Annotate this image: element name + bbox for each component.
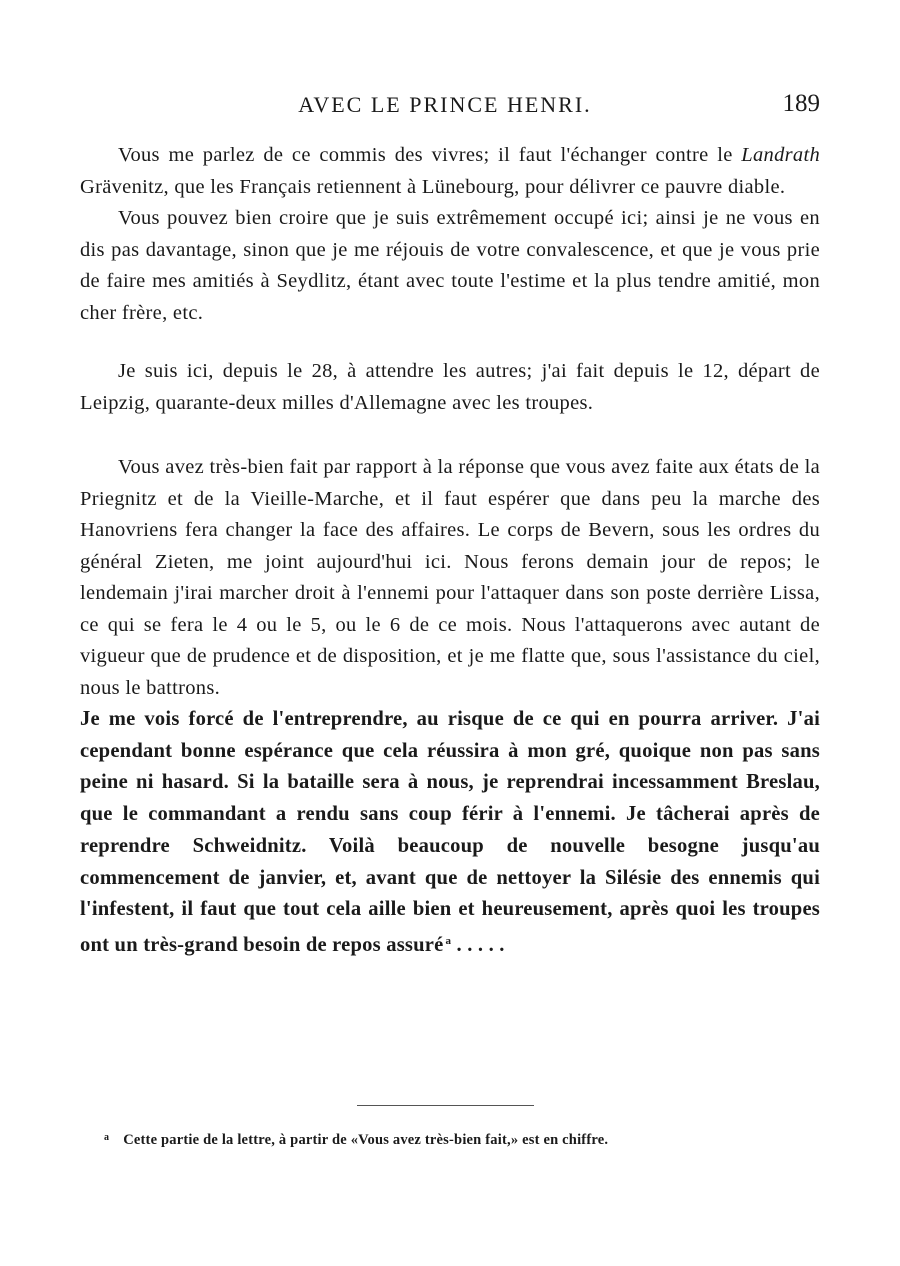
paragraph-5: [80, 704, 820, 962]
footnote-marker: a: [104, 1132, 110, 1143]
footnote-reference: a: [445, 934, 452, 947]
footnote: [104, 1132, 804, 1149]
footnote-text: Cette partie de la lettre, à partir de «Vous avez très-bien fait,» est en chiffre.: [123, 1132, 609, 1148]
paragraph-5-text: Je me vois forcé de l'entreprendre, au risque de ce qui en pourra arriver. J'ai cependant bonne espérance que cela réussira à mon gré, quoique non pas sans peine ni hasard. Si la bataille sera à nous, je reprendrai incessamment Breslau, que le commandant a rendu sans coup férir à l'ennemi. Je tâcherai après de reprendre Schweidnitz. Voilà beaucoup de nouvelle besogne jusqu'au commencement de janvier, et, avant que de nettoyer la Silésie des ennemis qui l'infestent, il faut que tout cela aille bien et heureusement, après quoi les troupes ont un très-grand besoin de repos assuré: [80, 708, 820, 956]
footnote-rule: [357, 1105, 534, 1106]
paragraph-1-italic: Landrath: [741, 144, 820, 166]
paragraph-1: [80, 140, 820, 203]
paragraph-2: Vous pouvez bien croire que je suis extrêmement occupé ici; ainsi je ne vous en dis pas davantage, sinon que je me réjouis de votre convalescence, et que je vous prie de faire mes amitiés à Seydlitz, étant avec toute l'estime et la plus tendre amitié, mon cher frère, etc.: [80, 207, 820, 324]
paragraph-5-ellipsis: . . . . .: [451, 933, 505, 956]
body-text: [80, 140, 820, 962]
paragraph-4: Vous avez très-bien fait par rapport à la réponse que vous avez faite aux états de la Priegnitz et de la Vieille-Marche, et il faut espérer que dans peu la marche des Hanovriens fera changer la face des affaires. Le corps de Bevern, sous les ordres du général Zieten, me joint aujourd'hui ici. Nous ferons demain jour de repos; le lendemain j'irai marcher droit à l'ennemi pour l'attaquer dans son poste derrière Lissa, ce qui se fera le 4 ou le 5, ou le 6 de ce mois. Nous l'attaquerons avec autant de vigueur que de prudence et de disposition, et je me flatte que, sous l'assistance du ciel, nous le battrons.: [80, 456, 820, 699]
paragraph-1-end: Grävenitz, que les Français retiennent à Lünebourg, pour délivrer ce pauvre diable.: [80, 175, 786, 198]
page-number: 189: [782, 90, 820, 117]
paragraph-3: Je suis ici, depuis le 28, à attendre les autres; j'ai fait depuis le 12, départ de Leipzig, quarante-deux milles d'Allemagne avec les troupes.: [80, 360, 820, 414]
paragraph-1-start: Vous me parlez de ce commis des vivres; il faut l'échanger contre le: [118, 144, 742, 166]
running-title: AVEC LE PRINCE HENRI.: [298, 92, 592, 117]
running-head: [80, 88, 820, 124]
